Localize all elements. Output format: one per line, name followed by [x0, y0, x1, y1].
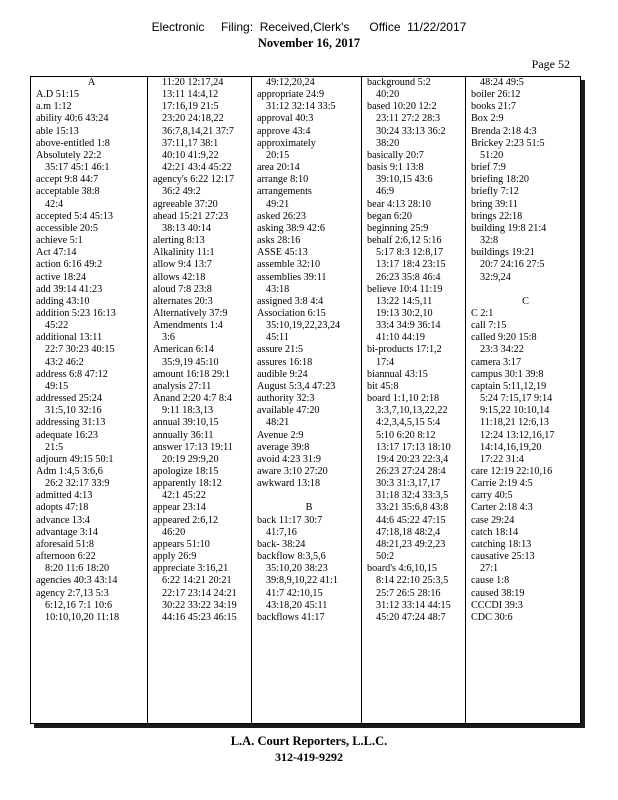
index-entry: ahead 15:21 27:23 — [153, 210, 229, 222]
index-entry: campus 30:1 39:8 — [471, 368, 544, 380]
index-entry: advantage 3:14 — [36, 526, 98, 538]
index-entry: accessible 20:5 — [36, 222, 98, 234]
index-entry-continuation: 43:18,20 45:11 — [266, 599, 328, 611]
index-entry-continuation: 45:11 — [266, 332, 289, 344]
index-entry: captain 5:11,12,19 — [471, 380, 547, 392]
index-entry: backflows 41:17 — [257, 611, 325, 623]
index-entry: ability 40:6 43:24 — [36, 113, 109, 125]
index-entry: arrange 8:10 — [257, 174, 309, 186]
index-entry-continuation: 41:10 44:19 — [376, 332, 425, 344]
index-entry-continuation: 31:18 32:4 33:3,5 — [376, 490, 449, 502]
index-entry: back 11:17 30:7 — [257, 514, 323, 526]
index-entry: carry 40:5 — [471, 490, 513, 502]
index-entry-continuation: 38:20 — [376, 137, 400, 149]
index-entry-continuation: 44:16 45:23 46:15 — [162, 611, 237, 623]
index-entry: authority 32:3 — [257, 393, 315, 405]
index-entry: brief 7:9 — [471, 162, 506, 174]
index-entry: active 18:24 — [36, 271, 87, 283]
index-entry-continuation: 4:2,3,4,5,15 5:4 — [376, 417, 441, 429]
index-entry-continuation: 11:18,21 12:6,13 — [480, 417, 549, 429]
index-column-2 — [147, 77, 251, 723]
index-entry: approval 40:3 — [257, 113, 314, 125]
index-entry: apparently 18:12 — [153, 478, 222, 490]
index-entry-continuation: 32:9,24 — [480, 271, 511, 283]
index-entry-continuation: 36:7,8,14,21 37:7 — [162, 125, 234, 137]
index-entry: brings 22:18 — [471, 210, 523, 222]
index-entry-continuation: 22:17 23:14 24:21 — [162, 587, 237, 599]
index-entry: asks 28:16 — [257, 235, 301, 247]
index-entry: briefing 18:20 — [471, 174, 530, 186]
index-entry-continuation: 26:2 32:17 33:9 — [45, 478, 110, 490]
reporter-phone: 312-419-9292 — [275, 750, 343, 764]
index-entry-continuation: 13:17 17:13 18:10 — [376, 441, 451, 453]
index-entry: believe 10:4 11:19 — [367, 283, 443, 295]
index-entry: bi-products 17:1,2 — [367, 344, 442, 356]
index-entry-continuation: 44:6 45:22 47:15 — [376, 514, 446, 526]
index-letter-heading: A — [87, 77, 96, 88]
index-entry-continuation: 50:2 — [376, 551, 395, 563]
index-entry-continuation: 13:17 18:4 23:15 — [376, 259, 446, 271]
index-entry: annually 36:11 — [153, 429, 214, 441]
index-entry: causative 25:13 — [471, 551, 535, 563]
index-letter-heading: B — [305, 502, 313, 514]
index-entry: apply 26:9 — [153, 551, 197, 563]
index-entry-continuation: 48:24 49:5 — [480, 77, 524, 88]
index-entry: catching 18:13 — [471, 538, 532, 550]
index-entry-continuation: 32:8 — [480, 235, 499, 247]
index-entry-continuation: 39:10,15 43:6 — [376, 174, 433, 186]
index-entry: assure 21:5 — [257, 344, 304, 356]
index-entry: American 6:14 — [153, 344, 214, 356]
index-entry-continuation: 23:3 34:22 — [480, 344, 524, 356]
index-entry: achieve 5:1 — [36, 235, 83, 247]
index-entry: basis 9:1 13:8 — [367, 162, 424, 174]
index-entry: C 2:1 — [471, 307, 494, 319]
index-entry-continuation: 33:4 34:9 36:14 — [376, 320, 441, 332]
index-entry-continuation: 38:13 40:14 — [162, 222, 211, 234]
index-entry: Amendments 1:4 — [153, 320, 223, 332]
index-entry: apologize 18:15 — [153, 466, 219, 477]
index-entry: beginning 25:9 — [367, 222, 429, 234]
index-entry-continuation: 17:22 31:4 — [480, 453, 524, 465]
index-entry-continuation: 10:10,10,20 11:18 — [45, 611, 120, 623]
index-entry: answer 17:13 19:11 — [153, 441, 233, 453]
index-entry-continuation: 43:18 — [266, 283, 290, 295]
index-entry: above-entitled 1:8 — [36, 137, 110, 149]
index-entry: appears 51:10 — [153, 538, 210, 550]
index-entry-continuation: 31:12 32:14 33:5 — [266, 101, 336, 113]
index-entry: aware 3:10 27:20 — [257, 466, 328, 477]
index-entry: accepted 5:4 45:13 — [36, 210, 113, 222]
index-entry: appropriate 24:9 — [257, 89, 325, 101]
word-index-box — [30, 76, 581, 724]
index-entry-continuation: 42:21 43:4 45:22 — [162, 162, 232, 174]
index-entry: based 10:20 12:2 — [367, 101, 437, 113]
index-entry-continuation: 26:23 27:24 28:4 — [376, 466, 446, 477]
index-entry: acceptable 38:8 — [36, 186, 100, 198]
index-entry-continuation: 19:13 30:2,10 — [376, 307, 433, 319]
index-entry: caused 38:19 — [471, 587, 525, 599]
index-entry: addition 5:23 16:13 — [36, 307, 116, 319]
index-entry: bear 4:13 28:10 — [367, 198, 431, 210]
index-blank-line — [471, 284, 580, 296]
index-entry: awkward 13:18 — [257, 478, 321, 490]
index-entry: care 12:19 22:10,16 — [471, 466, 553, 477]
index-entry-continuation: 49:12,20,24 — [266, 77, 315, 88]
index-entry: adjourn 49:15 50:1 — [36, 453, 114, 465]
index-entry: add 39:14 41:23 — [36, 283, 103, 295]
index-entry: available 47:20 — [257, 405, 320, 417]
index-entry: annual 39:10,15 — [153, 417, 219, 429]
index-entry-continuation: 11:20 12:17,24 — [162, 77, 224, 88]
page-number: Page 52 — [531, 57, 570, 71]
index-entry: agreeable 37:20 — [153, 198, 218, 210]
index-entry: assemble 32:10 — [257, 259, 321, 271]
index-entry-continuation: 17:4 — [376, 356, 395, 368]
index-entry: approve 43:4 — [257, 125, 311, 137]
index-entry: addressed 25:24 — [36, 393, 102, 405]
index-blank-line — [257, 490, 361, 502]
index-entry-continuation: 8:14 22:10 25:3,5 — [376, 575, 449, 587]
index-entry-continuation: 22:7 30:23 40:15 — [45, 344, 115, 356]
index-entry-continuation: 19:4 20:23 22:3,4 — [376, 453, 449, 465]
index-entry: addressing 31:13 — [36, 417, 106, 429]
index-entry: arrangements — [257, 186, 312, 198]
index-entry-continuation: 41:7,16 — [266, 526, 297, 538]
index-entry: Brenda 2:18 4:3 — [471, 125, 537, 137]
index-entry: Carrie 2:19 4:5 — [471, 478, 533, 490]
index-entry: aloud 7:8 23:8 — [153, 283, 212, 295]
index-entry: bit 45:8 — [367, 380, 399, 392]
index-entry: background 5:2 — [367, 77, 431, 88]
index-entry: Brickey 2:23 51:5 — [471, 137, 545, 149]
index-entry: alternates 20:3 — [153, 295, 213, 307]
index-entry-continuation: 5:10 6:20 8:12 — [376, 429, 436, 441]
index-entry: board 1:1,10 2:18 — [367, 393, 440, 405]
reporter-name: L.A. Court Reporters, L.L.C. — [230, 734, 388, 748]
index-entry: began 6:20 — [367, 210, 412, 222]
index-entry-continuation: 30:24 33:13 36:2 — [376, 125, 446, 137]
index-column-4 — [361, 77, 465, 723]
index-entry: appeared 2:6,12 — [153, 514, 219, 526]
index-entry-continuation: 6:22 14:21 20:21 — [162, 575, 232, 587]
index-entry: advance 13:4 — [36, 514, 91, 526]
index-entry-continuation: 31:12 33:14 44:15 — [376, 599, 451, 611]
index-entry: assigned 3:8 4:4 — [257, 295, 324, 307]
index-entry: average 39:8 — [257, 441, 310, 453]
index-entry: agencies 40:3 43:14 — [36, 575, 118, 587]
index-entry: amount 16:18 29:1 — [153, 368, 230, 380]
index-entry: adopts 47:18 — [36, 502, 89, 514]
index-entry: CCCDI 39:3 — [471, 599, 523, 611]
index-entry: case 29:24 — [471, 514, 515, 526]
index-entry: agency 2:7,13 5:3 — [36, 587, 109, 599]
index-entry-continuation: 42:1 45:22 — [162, 490, 206, 502]
index-entry-continuation: 3:3,7,10,13,22,22 — [376, 405, 448, 417]
index-entry-continuation: 40:10 41:9,22 — [162, 149, 219, 161]
index-entry-continuation: 47:18,18 48:2,4 — [376, 526, 441, 538]
index-entry-continuation: 41:7 42:10,15 — [266, 587, 323, 599]
index-entry: accept 9:8 44:7 — [36, 174, 99, 186]
index-entry: back- 38:24 — [257, 538, 306, 550]
index-entry: building 19:8 21:4 — [471, 222, 547, 234]
index-entry-continuation: 35:10,20 38:23 — [266, 563, 328, 575]
index-entry: aforesaid 51:8 — [36, 538, 94, 550]
index-entry: called 9:20 15:8 — [471, 332, 537, 344]
index-entry-continuation: 48:21 — [266, 417, 290, 429]
index-entry-continuation: 40:20 — [376, 89, 400, 101]
index-entry: board's 4:6,10,15 — [367, 563, 438, 575]
index-entry: backflow 8:3,5,6 — [257, 551, 326, 563]
index-entry-continuation: 48:21,23 49:2,23 — [376, 538, 446, 550]
index-entry: Absolutely 22:2 — [36, 149, 102, 161]
index-entry: Carter 2:18 4:3 — [471, 502, 533, 514]
index-entry-continuation: 13:22 14:5,11 — [376, 295, 433, 307]
index-entry-continuation: 26:23 35:8 46:4 — [376, 271, 441, 283]
index-entry: briefly 7:12 — [471, 186, 519, 198]
index-entry-continuation: 9:11 18:3,13 — [162, 405, 214, 417]
index-entry-continuation: 30:3 31:3,17,17 — [376, 478, 441, 490]
index-entry-continuation: 35:17 45:1 46:1 — [45, 162, 110, 174]
index-column-3 — [251, 77, 361, 723]
index-entry-continuation: 45:22 — [45, 320, 69, 332]
index-entry: Association 6:15 — [257, 307, 326, 319]
index-entry-continuation: 17:16,19 21:5 — [162, 101, 219, 113]
index-entry-continuation: 3:6 — [162, 332, 176, 344]
index-entry: Alternatively 37:9 — [153, 307, 228, 319]
index-entry: asked 26:23 — [257, 210, 306, 222]
index-entry-continuation: 21:5 — [45, 441, 64, 453]
index-entry: bring 39:11 — [471, 198, 518, 210]
index-entry: appear 23:14 — [153, 502, 206, 514]
index-entry-continuation: 8:20 11:6 18:20 — [45, 563, 110, 575]
index-entry: A.D 51:15 — [36, 89, 80, 101]
index-entry: Act 47:14 — [36, 247, 77, 259]
index-entry: basically 20:7 — [367, 149, 424, 161]
index-entry-continuation: 30:22 33:22 34:19 — [162, 599, 237, 611]
index-entry: Anand 2:20 4:7 8:4 — [153, 393, 232, 405]
index-entry-continuation: 9:15,22 10:10,14 — [480, 405, 550, 417]
index-entry: adding 43:10 — [36, 295, 90, 307]
index-entry-continuation: 23:11 27:2 28:3 — [376, 113, 441, 125]
index-entry: area 20:14 — [257, 162, 300, 174]
index-entry-continuation: 33:21 35:6,8 43:8 — [376, 502, 449, 514]
index-entry-continuation: 42:4 — [45, 198, 64, 210]
index-entry: adequate 16:23 — [36, 429, 98, 441]
index-letter-heading: C — [522, 295, 529, 307]
index-entry: CDC 30:6 — [471, 611, 513, 623]
index-entry: camera 3:17 — [471, 356, 522, 368]
index-entry-continuation: 46:20 — [162, 526, 186, 538]
index-entry: allow 9:4 13:7 — [153, 259, 212, 271]
index-entry: assemblies 39:11 — [257, 271, 327, 283]
index-entry: biannual 43:15 — [367, 368, 428, 380]
index-entry: allows 42:18 — [153, 271, 206, 283]
index-entry: call 7:15 — [471, 320, 507, 332]
index-entry: Alkalinity 11:1 — [153, 247, 215, 259]
index-entry: avoid 4:23 31:9 — [257, 453, 321, 465]
index-entry: admitted 4:13 — [36, 490, 93, 502]
index-entry-continuation: 46:9 — [376, 186, 395, 198]
index-entry-continuation: 51:20 — [480, 149, 504, 161]
index-entry-continuation: 49:15 — [45, 380, 69, 392]
index-entry-continuation: 36:2 49:2 — [162, 186, 201, 198]
index-entry: appreciate 3:16,21 — [153, 563, 229, 575]
index-entry-continuation: 20:7 24:16 27:5 — [480, 259, 545, 271]
filing-stamp-header: Electronic Filing: Received,Clerk's Office 11/22/2017 — [151, 20, 467, 34]
index-entry: a.m 1:12 — [36, 101, 72, 113]
index-entry: analysis 27:11 — [153, 380, 212, 392]
index-entry-continuation: 45:20 47:24 48:7 — [376, 611, 446, 623]
index-entry-continuation: 12:24 13:12,16,17 — [480, 429, 555, 441]
index-entry: catch 18:14 — [471, 526, 519, 538]
index-entry: cause 1:8 — [471, 575, 510, 587]
index-entry-continuation: 39:8,9,10,22 41:1 — [266, 575, 338, 587]
index-entry: additional 13:11 — [36, 332, 103, 344]
index-entry: approximately — [257, 137, 316, 149]
index-entry: Box 2:9 — [471, 113, 504, 125]
index-entry: able 15:13 — [36, 125, 79, 137]
index-entry-continuation: 49:21 — [266, 198, 290, 210]
index-entry: Avenue 2:9 — [257, 429, 304, 441]
index-entry-continuation: 43:2 46:2 — [45, 356, 84, 368]
index-column-1 — [31, 77, 147, 723]
index-entry-continuation: 6:12,16 7:1 10:6 — [45, 599, 113, 611]
index-entry: Adm 1:4,5 3:6,6 — [36, 466, 103, 477]
index-entry: action 6:16 49:2 — [36, 259, 103, 271]
index-entry: audible 9:24 — [257, 368, 308, 380]
index-entry: afternoon 6:22 — [36, 551, 96, 563]
hearing-date: November 16, 2017 — [257, 36, 361, 50]
index-entry-continuation: 13:11 14:4,12 — [162, 89, 219, 101]
index-entry-continuation: 5:24 7:15,17 9:14 — [480, 393, 553, 405]
index-entry: buildings 19:21 — [471, 247, 535, 259]
index-entry-continuation: 23:20 24:18,22 — [162, 113, 224, 125]
index-entry-continuation: 27:1 — [480, 563, 499, 575]
index-entry: alerting 8:13 — [153, 235, 205, 247]
index-entry-continuation: 35:10,19,22,23,24 — [266, 320, 341, 332]
index-entry-continuation: 14:14,16,19,20 — [480, 441, 542, 453]
index-entry: boiler 26:12 — [471, 89, 521, 101]
index-column-5 — [465, 77, 580, 723]
index-entry: August 5:3,4 47:23 — [257, 380, 336, 392]
index-entry: ASSE 45:13 — [257, 247, 308, 259]
index-entry: agency's 6:22 12:17 — [153, 174, 235, 186]
index-entry-continuation: 25:7 26:5 28:16 — [376, 587, 441, 599]
index-entry-continuation: 35:9,19 45:10 — [162, 356, 219, 368]
index-entry-continuation: 5:17 8:3 12:8,17 — [376, 247, 444, 259]
index-entry: books 21:7 — [471, 101, 516, 113]
index-entry-continuation: 20:19 29:9,20 — [162, 453, 219, 465]
index-entry-continuation: 37:11,17 38:1 — [162, 137, 219, 149]
index-entry: asking 38:9 42:6 — [257, 222, 325, 234]
index-entry-continuation: 20:15 — [266, 149, 290, 161]
index-entry-continuation: 31:5,10 32:16 — [45, 405, 102, 417]
index-entry: behalf 2:6,12 5:16 — [367, 235, 442, 247]
index-entry: assures 16:18 — [257, 356, 313, 368]
index-entry: address 6:8 47:12 — [36, 368, 108, 380]
